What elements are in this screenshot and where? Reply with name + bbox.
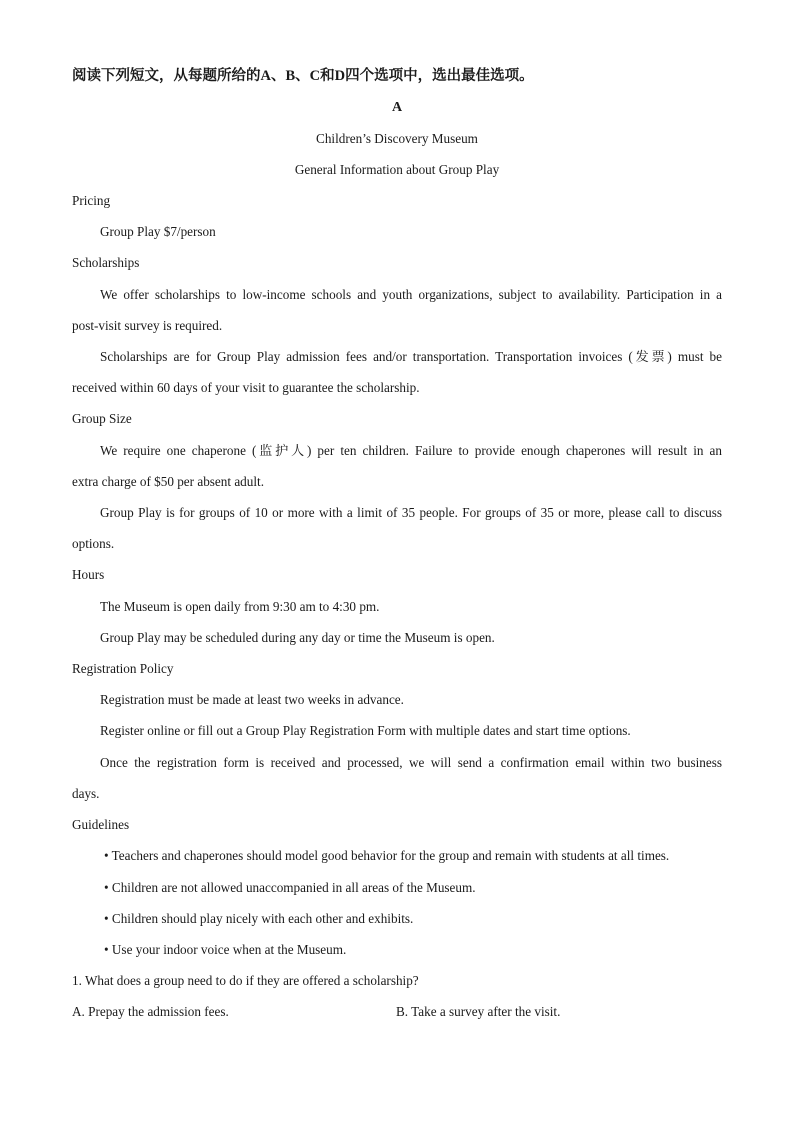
pricing-heading: Pricing — [72, 193, 111, 208]
hours-p2: Group Play may be scheduled during any day or time the Museum is open. — [100, 630, 495, 645]
question-1-option-b: B. Take a survey after the visit. — [396, 1004, 561, 1019]
passage-subtitle: General Information about Group Play — [294, 162, 500, 177]
passage-title: Children’s Discovery Museum — [316, 131, 478, 146]
pricing-line: Group Play $7/person — [100, 224, 216, 239]
group-size-p2-line1: Group Play is for groups of 10 or more with a limit of 35 people. For groups of 35 or more, please call to discuss — [100, 505, 722, 520]
group-size-heading: Group Size — [72, 411, 132, 426]
guideline-item: • Children are not allowed unaccompanied in all areas of the Museum. — [104, 880, 476, 895]
question-1-stem: 1. What does a group need to do if they are offered a scholarship? — [72, 973, 419, 988]
scholarships-heading: Scholarships — [72, 255, 140, 270]
question-1-option-a: A. Prepay the admission fees. — [72, 1004, 229, 1019]
guideline-item: • Use your indoor voice when at the Museum. — [104, 942, 347, 957]
scholarships-p2-line2: received within 60 days of your visit to guarantee the scholarship. — [72, 380, 420, 395]
registration-heading: Registration Policy — [72, 661, 174, 676]
registration-p3-line2: days. — [72, 786, 100, 801]
group-size-p1-line2: extra charge of $50 per absent adult. — [72, 474, 264, 489]
registration-p2: Register online or fill out a Group Play Registration Form with multiple dates and start time options. — [100, 723, 631, 738]
hours-heading: Hours — [72, 567, 105, 582]
scholarships-p2-line1: Scholarships are for Group Play admission fees and/or transportation. Transportation invoices (发票) must be — [100, 349, 722, 364]
group-size-p2-line2: options. — [72, 536, 115, 551]
guidelines-heading: Guidelines — [72, 817, 130, 832]
section-letter: A — [391, 100, 403, 115]
group-size-p1-line1: We require one chaperone (监护人) per ten children. Failure to provide enough chaperones will result in an — [100, 443, 722, 458]
instruction-text: 阅读下列短文，从每题所给的A、B、C和D四个选项中，选出最佳选项。 — [72, 68, 534, 84]
guideline-item: • Teachers and chaperones should model good behavior for the group and remain with students at all times. — [104, 848, 670, 863]
registration-p1: Registration must be made at least two weeks in advance. — [100, 692, 404, 707]
registration-p3-line1: Once the registration form is received and processed, we will send a confirmation email within two business — [100, 755, 722, 770]
scholarships-p1-line2: post-visit survey is required. — [72, 318, 223, 333]
guideline-item: • Children should play nicely with each other and exhibits. — [104, 911, 414, 926]
hours-p1: The Museum is open daily from 9:30 am to 4:30 pm. — [100, 599, 380, 614]
scholarships-p1-line1: We offer scholarships to low-income schools and youth organizations, subject to availability. Participation in a — [100, 287, 722, 302]
